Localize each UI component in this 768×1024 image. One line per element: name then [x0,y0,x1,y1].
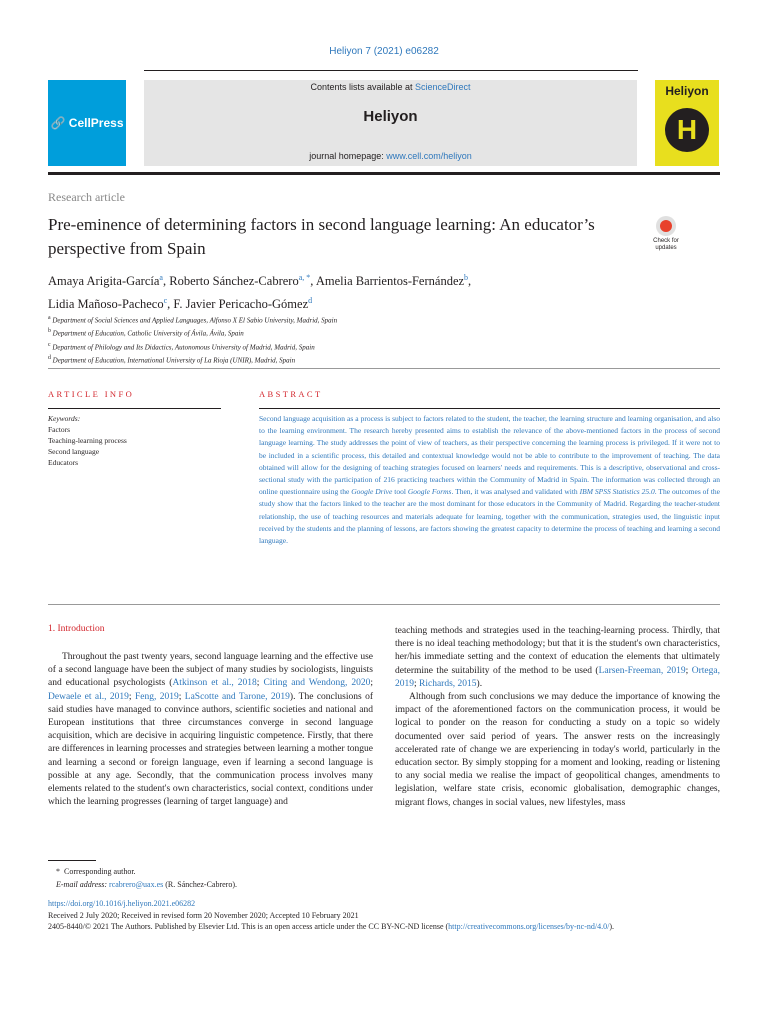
author-name[interactable]: Amaya Arigita-García [48,274,160,289]
keyword-item: Educators [48,458,78,467]
author-name[interactable]: F. Javier Pericacho-Gómez [173,297,309,312]
keyword-item: Second language [48,447,100,456]
citation-link[interactable]: Larsen-Freeman, 2019 [598,665,686,676]
homepage-line [144,151,637,161]
body-column-right [395,625,720,810]
cover-title: Heliyon [665,84,709,98]
contents-line [144,82,637,92]
body-paragraph: Although from such conclusions we may deduce the importance of knowing the impact of the aforementioned factors on the communication process, it would be logical to ponder on the reason for conducting a study on a topic so widely documented over said period of years. The answer rests on the increasingly accelerated rate of change we are experiencing in today's world, particularly in the education sector. By simply stopping for a moment and looking, reading or listening to any social media we realise the impact of geopolitical changes, amendments to legislation, welfare state crisis, economic globalisation, demographic changes, migrant flows, changes in social values, new lifestyles, mass [395,692,720,808]
author-affiliation-marker[interactable]: d [308,296,313,306]
running-head[interactable]: Heliyon 7 (2021) e06282 [329,46,439,57]
corresponding-author-note: * Corresponding author. [56,867,136,876]
footnote-rule [48,860,96,861]
author-affiliation-marker[interactable]: a [159,273,163,282]
check-updates-label: Check for updates [653,238,679,251]
citation-link[interactable]: Feng, 2019 [134,691,179,702]
citation-link[interactable]: Ortega, 2019 [395,665,720,689]
abstract-heading: ABSTRACT [259,389,323,399]
section-divider [48,368,720,369]
citation-link[interactable]: Citing and Wendong, 2020 [263,678,371,689]
email-link[interactable]: rcabrero@uax.es [109,880,164,889]
publication-info [48,898,720,933]
author-affiliation-marker[interactable]: b [464,273,469,282]
affiliation-item: $^c$ Department of Philology and Its Didactics, Autonomous University of Madrid, Madrid, Spain [48,341,315,351]
cellpress-logo-box[interactable] [48,80,126,166]
homepage-prefix: journal homepage: [309,151,387,161]
author-list: Amaya Arigita-García$^a$, Roberto Sánchez-Cabrero$^{a, *}$, Amelia Barrientos-Fernández$^b$, Lidia Mañoso-Pacheco$^c$, F. Javier Pericacho-Gómez$^d$ [48,273,472,312]
body-paragraph: Throughout the past twenty years, second language learning and the effective use of a second language have been the subject of many studies by sociologists, linguists and educational psychologists (Atkinson et al., 2018; Citing and Wendong, 2020; Dewaele et al., 2019; Feng, 2019; LaScotte and Tarone, 2019). The conclusions of said studies have managed to convince authors, scientific societies and national and European institutions that three circumstances converge in second language acquisition, which are decisive in acquiring linguistic competence. Firstly, that there are differences in learning processes and strategies between learning a mother tongue and learning a second or foreign language, even if learning a second language is possible at any age. Secondly, that the communication process involves many elements related to the student's own characteristics, social context, conditions under which the learning progresses (learning of target language) and [48,652,374,808]
introduction-heading: 1. Introduction [48,624,105,634]
contents-prefix: Contents lists available at [310,82,416,92]
citation-link[interactable]: LaScotte and Tarone, 2019 [184,691,290,702]
author-name[interactable]: Lidia Mañoso-Pacheco [48,297,164,312]
header-divider [48,172,720,175]
email-note: E-mail address: rcabrero@uax.es (R. Sánchez-Cabrero). [56,880,238,889]
journal-title: Heliyon [363,108,418,125]
body-paragraph: teaching methods and strategies used in the teaching-learning process. Thirdly, that there is no ideal teaching methodology; but that it is the student's own characteristics, her/his immediate setting and the context of education the elements that ultimately determine the suitability of the method to be used (Larsen-Freeman, 2019; Ortega, 2019; Richards, 2015). [395,626,720,689]
footnote [56,865,456,891]
author-name[interactable]: Amelia Barrientos-Fernández [315,274,465,289]
keywords-block [48,413,218,468]
abstract-rule [259,408,720,409]
body-column-left [48,651,373,809]
affiliation-item: $^b$ Department of Education, Catholic University of Ávila, Ávila, Spain [48,328,244,338]
author-name[interactable]: Roberto Sánchez-Cabrero [169,274,299,289]
check-updates-icon [656,216,676,236]
journal-cover[interactable] [655,80,719,166]
cover-h-logo: H [665,108,709,152]
link-icon: 🔗 [50,116,66,130]
author-affiliation-marker[interactable]: a, * [298,273,311,282]
paper-title: Pre-eminence of determining factors in second language learning: An educator’s perspective from Spain [48,215,595,258]
sciencedirect-link[interactable]: ScienceDirect [415,82,471,92]
citation-link[interactable]: Atkinson et al., 2018 [172,678,257,689]
cellpress-logo [48,116,126,130]
citation-link[interactable]: Richards, 2015 [419,678,477,689]
abstract-text: Second language acquisition as a process is subject to factors related to the student, the teacher, the learning structure and learning organisation, and also to the learning environment. The research hereby presented aims to establish the relevance of the above-mentioned factors in the process of second language learning. The study addresses the point of view of teachers, as their perspective concerning the learning process is privileged. If it were not to be included in a scientific process, this detailed and contextual knowledge would not be able to contribute to the improvement of teaching. The data obtained will allow for the designing of teaching strategies focused on learners' needs and requirements. This is a descriptive, observational and cross-sectional study with the participation of 216 practicing teachers within the Community of Madrid in Spain. The information was collected through an online questionnaire using the Google Drive tool Google Forms. Then, it was analysed and validated with IBM SPSS Statistics 25.0. The outcomes of the study show that the factors linked to the teacher are the most dominant for those educators in the Community of Madrid. Regarding the teacher-student relationship, the use of teaching resources and materials adequate for learning, together with the communication, strategies used, the linguistic input received by the students and the planning of lessons, are factors showing the greatest capacity to determine the process of teaching and learning a second language. [259,414,720,546]
citation-link[interactable]: Dewaele et al., 2019 [48,691,129,702]
keyword-item: Teaching-learning process [48,436,127,445]
top-rule [144,70,638,71]
article-info-heading: ARTICLE INFO [48,389,135,399]
check-for-updates-button[interactable] [646,214,686,254]
article-info-rule [48,408,221,409]
doi-link[interactable]: https://doi.org/10.1016/j.heliyon.2021.e06282 [48,899,196,908]
journal-masthead [144,80,637,166]
received-dates: Received 2 July 2020; Received in revised form 20 November 2020; Accepted 10 February 2021 [48,910,359,920]
affiliations [48,313,688,366]
keywords-label: Keywords: [48,414,81,423]
license-statement: 2405-8440/© 2021 The Authors. Published by Elsevier Ltd. This is an open access article under the CC BY-NC-ND license (http://creativecommons.org/licenses/by-nc-nd/4.0/). [48,922,614,931]
article-type: Research article [48,190,125,204]
author-affiliation-marker[interactable]: c [163,296,168,306]
cellpress-logo-text: CellPress [68,116,124,130]
keyword-item: Factors [48,425,71,434]
license-link[interactable]: http://creativecommons.org/licenses/by-nc-nd/4.0/ [448,922,610,931]
affiliation-item: $^d$ Department of Education, International University of La Rioja (UNIR), Madrid, Spain [48,354,296,365]
affiliation-item: $^a$ Department of Social Sciences and Applied Languages, Alfonso X El Sabio University, Madrid, Spain [48,315,338,325]
homepage-link[interactable]: www.cell.com/heliyon [386,151,472,161]
abstract-bottom-rule [48,604,720,605]
